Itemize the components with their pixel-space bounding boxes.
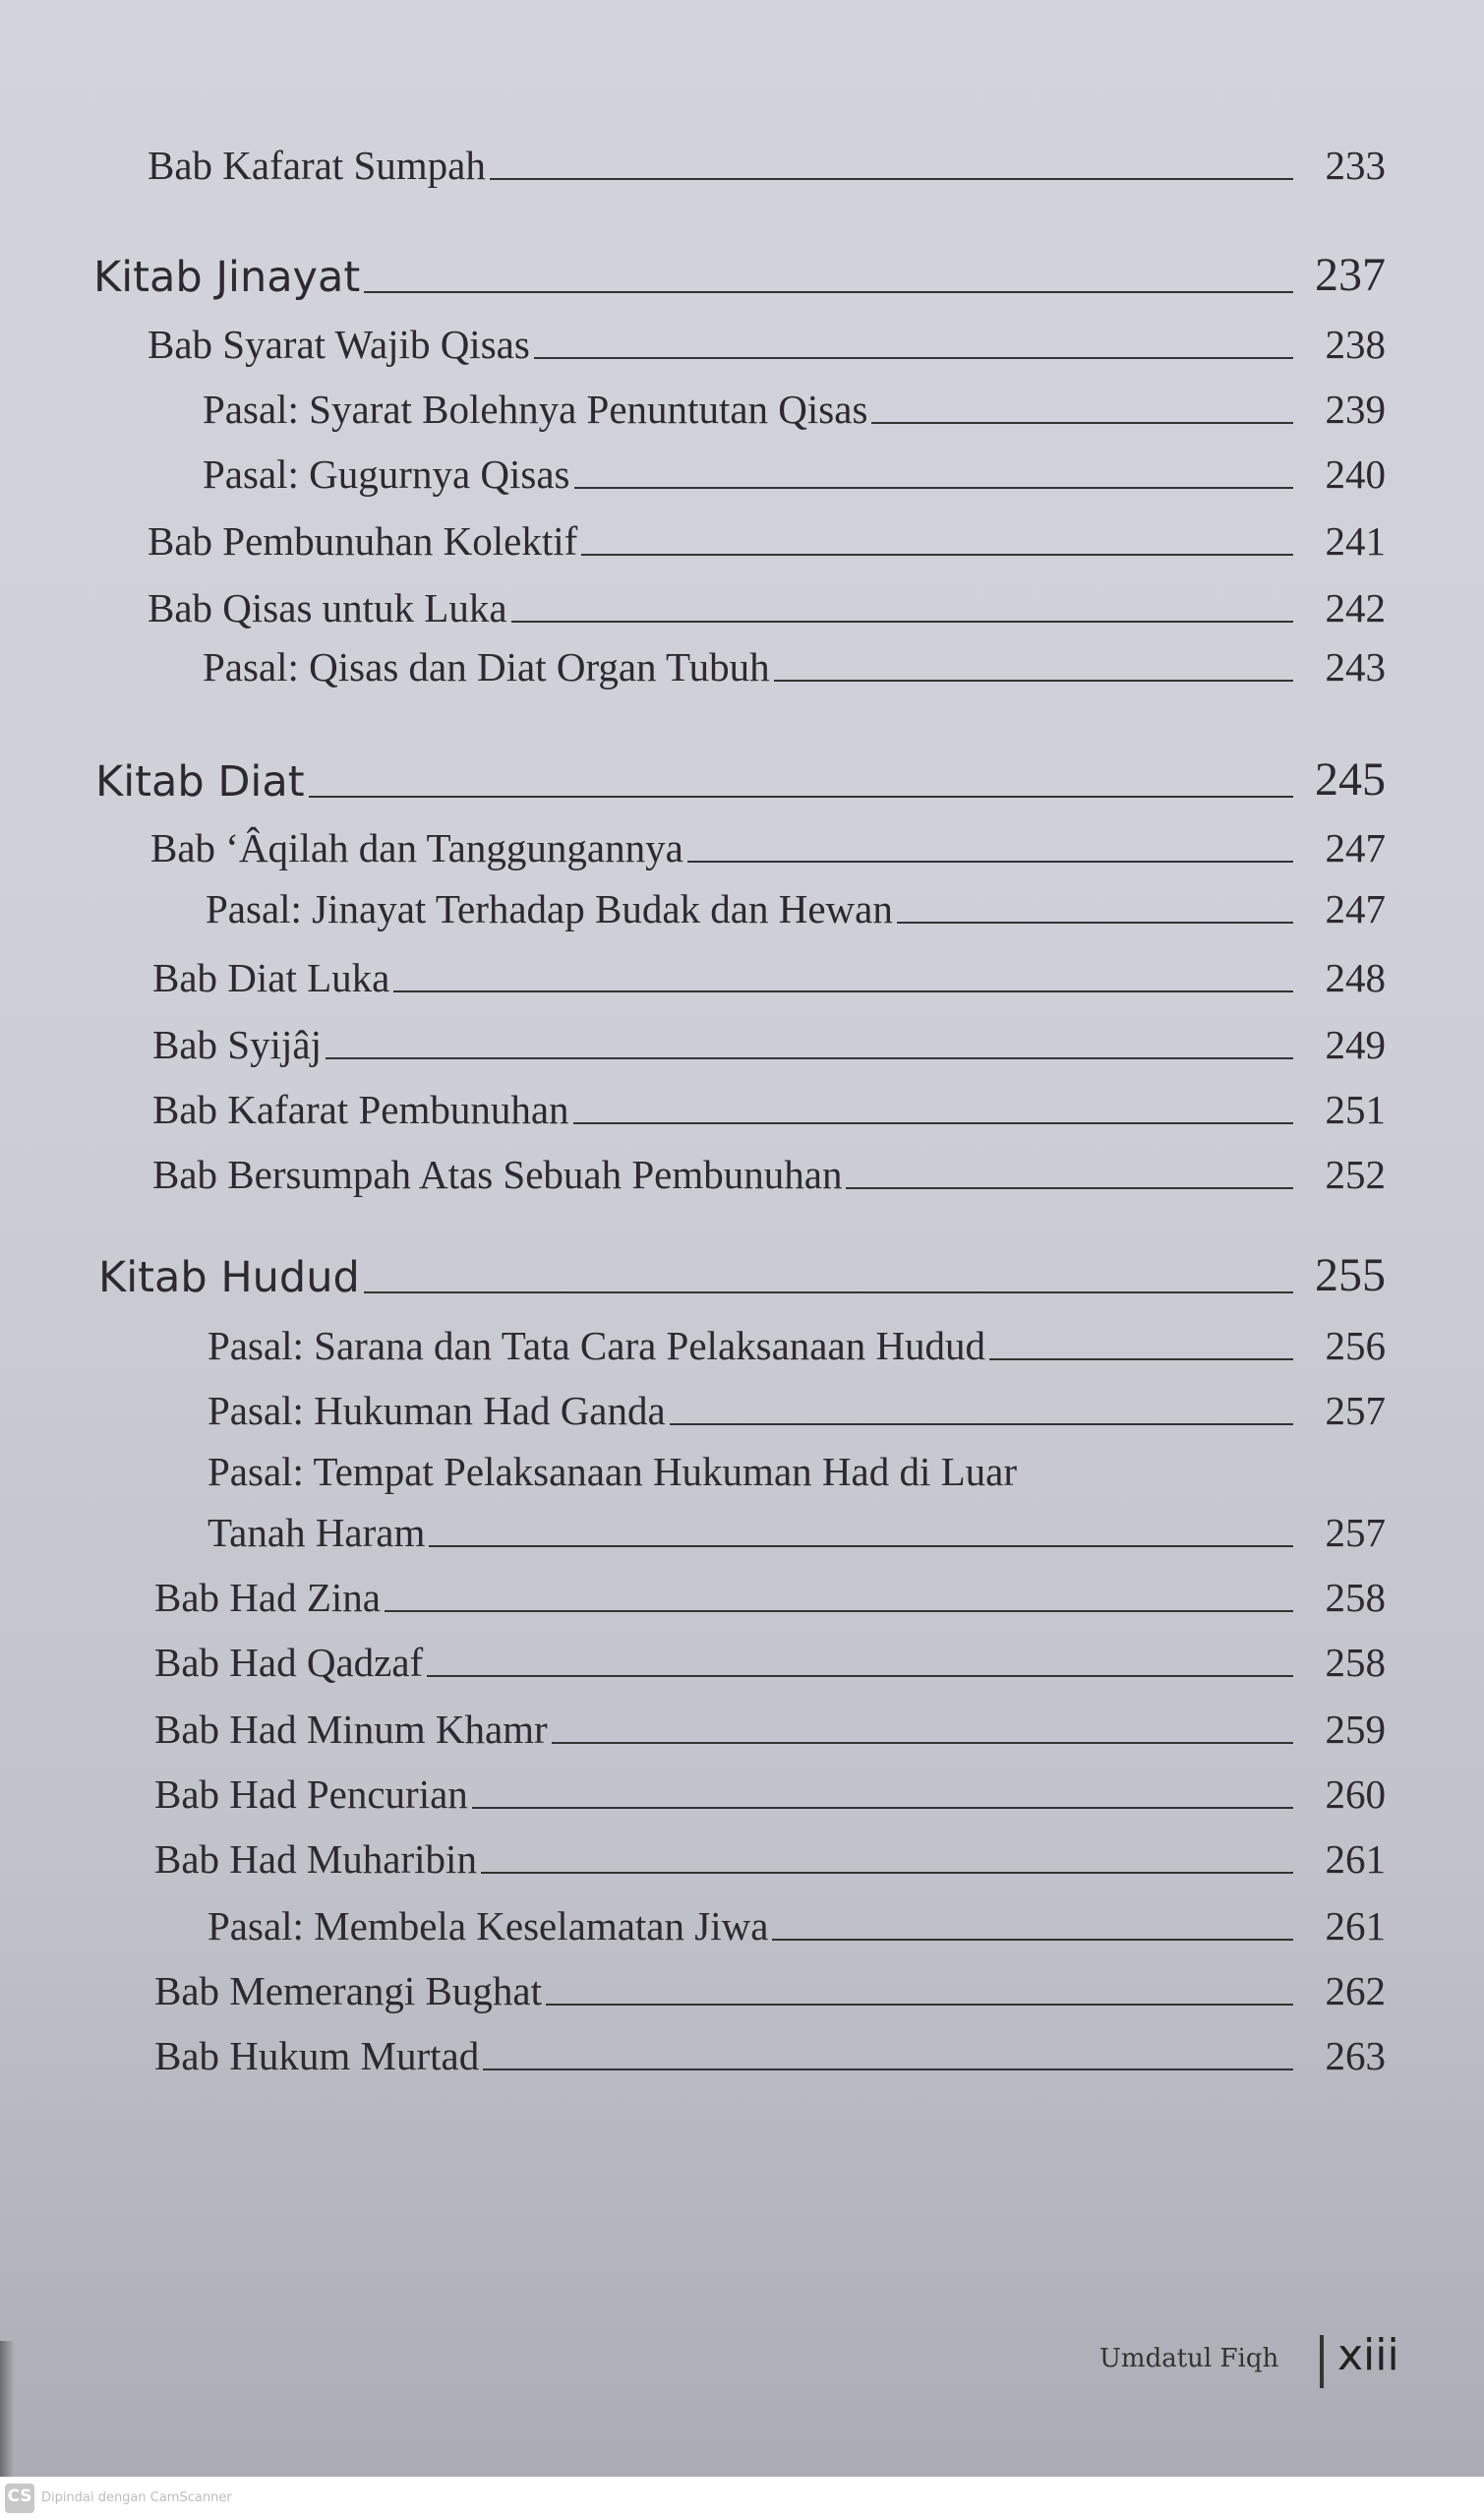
toc-entry-title: Bab Had Zina <box>154 1575 381 1620</box>
toc-page-number: 257 <box>1325 1388 1386 1433</box>
leader-line <box>546 2004 1293 2006</box>
toc-entry <box>208 1318 1386 1369</box>
toc-entry <box>208 1383 1386 1434</box>
toc-page-number: 260 <box>1325 1771 1386 1817</box>
leader-line <box>483 2068 1293 2070</box>
toc-entry <box>154 1963 1386 2014</box>
toc-entry-title: Pasal: Gugurnya Qisas <box>203 451 570 497</box>
toc-entry-title: Pasal: Membela Keselamatan Jiwa <box>208 1903 769 1948</box>
toc-entry <box>152 1017 1386 1068</box>
toc-page-number: 247 <box>1325 825 1386 870</box>
leader-line <box>774 680 1293 682</box>
toc-entry <box>203 639 1386 690</box>
toc-entry <box>148 580 1386 631</box>
footer-book-title: Umdatul Fiqh <box>1099 2344 1279 2373</box>
toc-entry-title: Pasal: Hukuman Had Ganda <box>208 1388 666 1433</box>
toc-page-number: 233 <box>1325 143 1386 188</box>
toc-entry-title: Bab Syijâj <box>152 1022 322 1067</box>
page-edge-shadow <box>0 2341 14 2477</box>
footer-divider <box>1320 2335 1324 2388</box>
toc-entry <box>148 513 1386 565</box>
toc-page-number: 239 <box>1325 387 1386 432</box>
toc-chapter <box>98 1251 1386 1302</box>
toc-entry-title: Bab Bersumpah Atas Sebuah Pembunuhan <box>152 1152 843 1197</box>
camscanner-watermark-text: Dipindai dengan CamScanner <box>41 2490 232 2505</box>
leader-line <box>511 621 1293 623</box>
toc-entry-title: Bab Had Minum Khamr <box>154 1707 548 1752</box>
toc-page-number: 258 <box>1325 1640 1386 1685</box>
toc-entry <box>148 138 1386 189</box>
camscanner-logo-icon: CS <box>5 2484 34 2513</box>
leader-line <box>481 1872 1293 1874</box>
toc-entry <box>154 1831 1386 1883</box>
toc-entry-title: Bab ‘Âqilah dan Tanggungannya <box>150 825 683 870</box>
toc-page-number: 256 <box>1325 1323 1386 1368</box>
leader-line <box>897 922 1293 924</box>
toc-entry-title: Kitab Hudud <box>98 1253 360 1302</box>
leader-line <box>552 1742 1293 1744</box>
toc-entry <box>154 1702 1386 1753</box>
leader-line <box>427 1675 1293 1677</box>
toc-entry <box>154 2028 1386 2079</box>
toc-page-number: 238 <box>1325 322 1386 367</box>
leader-line <box>309 796 1293 798</box>
leader-line <box>490 178 1293 180</box>
leader-line <box>429 1545 1293 1547</box>
toc-entry-title: Bab Kafarat Sumpah <box>148 143 486 188</box>
toc-page-number: 261 <box>1325 1836 1386 1882</box>
toc-entry <box>150 820 1386 871</box>
toc-entry-title: Bab Kafarat Pembunuhan <box>152 1087 569 1132</box>
toc-page-number: 248 <box>1325 955 1386 1000</box>
leader-line <box>581 554 1293 556</box>
leader-line <box>687 861 1293 863</box>
toc-chapter <box>95 755 1386 807</box>
toc-entry <box>154 1635 1386 1686</box>
leader-line <box>989 1358 1293 1360</box>
leader-line <box>772 1939 1293 1941</box>
toc-entry-title: Kitab Jinayat <box>93 253 361 302</box>
toc-chapter <box>93 251 1386 302</box>
toc-entry <box>152 1082 1386 1133</box>
toc-entry-title: Bab Hukum Murtad <box>154 2033 480 2078</box>
toc-page-number: 243 <box>1325 644 1386 689</box>
toc-page-number: 249 <box>1325 1022 1386 1067</box>
toc-page-number: 252 <box>1325 1152 1386 1197</box>
toc-entry <box>203 447 1386 498</box>
toc-entry-title: Bab Syarat Wajib Qisas <box>148 322 530 367</box>
footer-page-number: xiii <box>1337 2330 1399 2380</box>
toc-page-number: 247 <box>1325 886 1386 931</box>
leader-line <box>574 487 1293 489</box>
leader-line <box>364 291 1293 293</box>
toc-entry-title: Bab Qisas untuk Luka <box>148 585 507 630</box>
toc-page-number: 263 <box>1325 2033 1386 2078</box>
toc-page-number: 240 <box>1325 451 1386 497</box>
toc-entry <box>203 382 1386 433</box>
toc-page-number: 261 <box>1325 1903 1386 1948</box>
toc-page-number: 258 <box>1325 1575 1386 1620</box>
toc-entry-title: Pasal: Jinayat Terhadap Budak dan Hewan <box>206 886 893 931</box>
toc-page-number: 242 <box>1325 585 1386 630</box>
toc-entry-title: Bab Diat Luka <box>152 955 390 1000</box>
toc-entry-title: Pasal: Qisas dan Diat Organ Tubuh <box>203 644 770 689</box>
toc-page-number: 241 <box>1325 518 1386 564</box>
toc-page-number: 251 <box>1325 1087 1386 1132</box>
toc-entry-title: Bab Had Muharibin <box>154 1836 477 1882</box>
toc-page-number: 245 <box>1315 753 1386 806</box>
toc-page-number: 257 <box>1325 1510 1386 1555</box>
toc-entry <box>152 1147 1386 1198</box>
leader-line <box>573 1122 1293 1124</box>
leader-line <box>385 1610 1293 1612</box>
toc-entry-title: Bab Had Qadzaf <box>154 1640 424 1685</box>
toc-entry-title: Kitab Diat <box>95 757 305 807</box>
toc-page-number: 259 <box>1325 1707 1386 1752</box>
toc-entry <box>152 950 1386 1001</box>
toc-entry-title: Pasal: Syarat Bolehnya Penuntutan Qisas <box>203 387 868 432</box>
leader-line <box>364 1291 1293 1293</box>
toc-entry-title: Bab Memerangi Bughat <box>154 1968 542 2013</box>
leader-line <box>472 1807 1293 1809</box>
toc-entry <box>154 1767 1386 1818</box>
leader-line <box>871 422 1293 424</box>
toc-entry-title: Tanah Haram <box>208 1510 426 1555</box>
toc-entry <box>208 1505 1386 1556</box>
toc-entry <box>208 1898 1386 1949</box>
toc-entry <box>206 881 1386 932</box>
toc-page-number: 255 <box>1315 1249 1386 1301</box>
leader-line <box>670 1423 1293 1425</box>
toc-entry-title: Bab Had Pencurian <box>154 1771 468 1817</box>
leader-line <box>534 357 1293 359</box>
leader-line <box>846 1187 1293 1189</box>
toc-page-number: 262 <box>1325 1968 1386 2013</box>
toc-page-number: 237 <box>1315 249 1386 301</box>
toc-entry-title: Bab Pembunuhan Kolektif <box>148 518 578 564</box>
leader-line <box>326 1057 1293 1059</box>
toc-entry-title: Pasal: Tempat Pelaksanaan Hukuman Had di Luar <box>208 1449 1017 1494</box>
toc-entry-title: Pasal: Sarana dan Tata Cara Pelaksanaan Hudud <box>208 1323 986 1368</box>
leader-line <box>393 990 1293 992</box>
toc-entry <box>154 1570 1386 1621</box>
toc-entry <box>148 317 1386 368</box>
